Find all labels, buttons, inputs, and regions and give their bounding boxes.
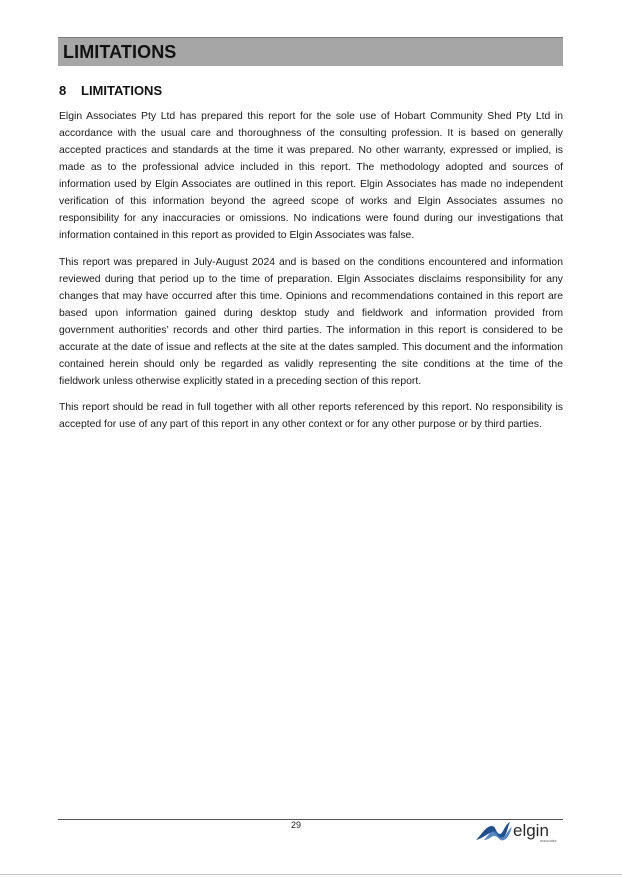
section-number: 8 <box>59 83 67 98</box>
page-number: 29 <box>290 820 301 830</box>
body-text <box>59 108 563 443</box>
logo-wordmark: elgin <box>513 821 549 840</box>
paragraph-3: This report should be read in full together with all other reports referenced by this report. No responsibility is accepted for use of any part of this report in any other context or for any other purpose or by third parties. <box>59 402 563 430</box>
elgin-logo-mark-icon <box>474 816 564 844</box>
section-banner <box>58 37 563 66</box>
paragraph-2: This report was prepared in July-August 2024 and is based on the conditions encountered and information reviewed during that period up to the time of preparation. Elgin Associates disclaims responsibility for any changes that may have occurred after this time. Opinions and recommendations contained in this report are based upon information gained during desktop study and fieldwork and information provided from government authorities’ records and other third parties. The information in this report is considered to be accurate at the date of issue and reflects at the site at the dates sampled. This document and the information contained herein should only be regarded as validly representing the site conditions at the time of the fieldwork unless otherwise explicitly stated in a preceding section of this report. <box>59 256 563 387</box>
page-bottom-edge <box>0 874 622 875</box>
logo-subtext: associates <box>540 839 557 843</box>
elgin-logo <box>474 816 564 844</box>
section-heading <box>59 83 162 98</box>
paragraph-1: Elgin Associates Pty Ltd has prepared this report for the sole use of Hobart Community Shed Pty Ltd in accordance with the usual care and thoroughness of the consulting profession. It is based on generally accepted practices and standards at the time it was prepared. No other warranty, expressed or implied, is made as to the professional advice included in this report. The methodology adopted and sources of information used by Elgin Associates are outlined in this report. Elgin Associates has made no independent verification of this information beyond the agreed scope of works and Elgin Associates assumes no responsibility for any inaccuracies or omissions. No indications were found during our investigations that information contained in this report as provided to Elgin Associates was false. <box>59 111 563 241</box>
section-title: LIMITATIONS <box>81 83 163 98</box>
banner-title: LIMITATIONS <box>63 42 177 62</box>
